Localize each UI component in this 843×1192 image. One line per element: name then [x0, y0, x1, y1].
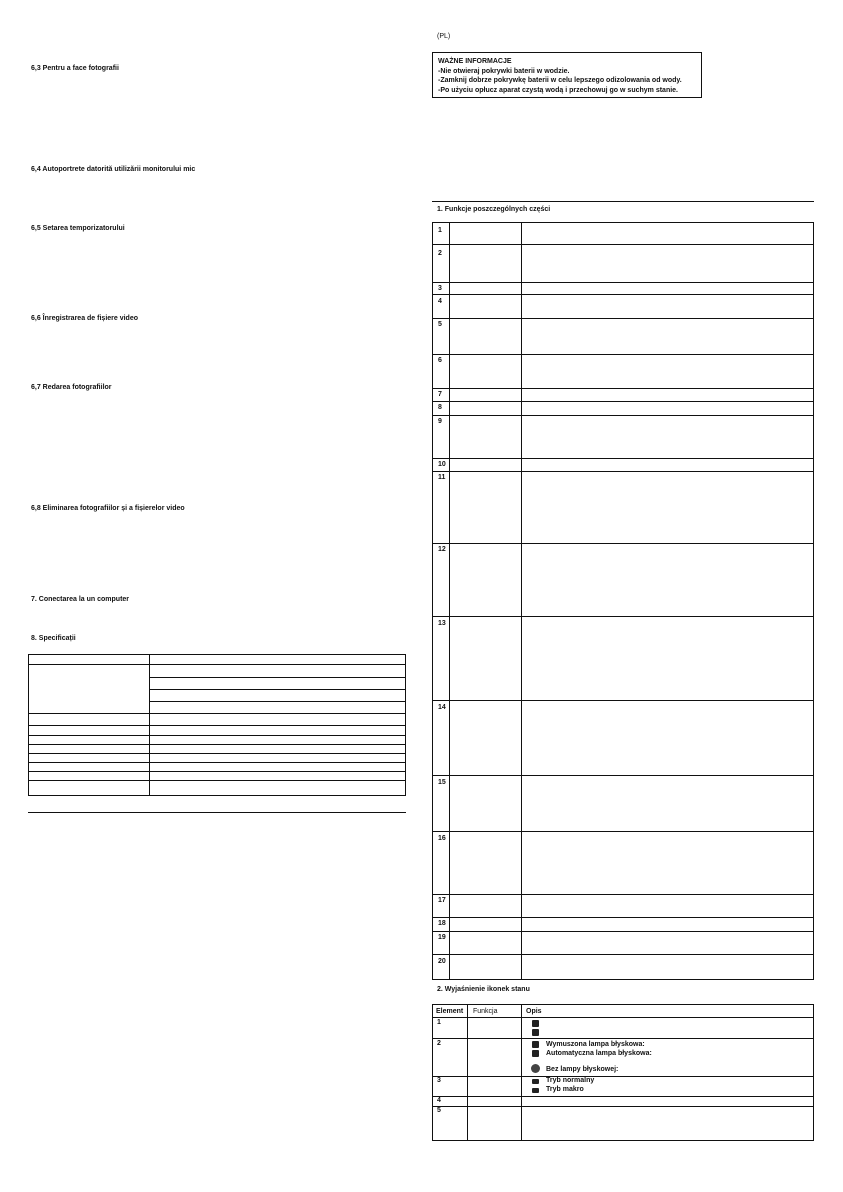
part-number: 7: [438, 391, 442, 398]
parts-row-line: [433, 318, 813, 319]
spec-row-line: [29, 771, 405, 772]
status-icons-table: [432, 1004, 814, 1141]
part-number: 12: [438, 546, 446, 553]
parts-row-line: [433, 401, 813, 402]
flash-auto-label: Automatyczna lampa błyskowa:: [546, 1050, 652, 1057]
status-row-number: 5: [437, 1107, 441, 1114]
parts-row-line: [433, 282, 813, 283]
part-number: 13: [438, 620, 446, 627]
parts-row-line: [433, 775, 813, 776]
flash-forced-icon: [532, 1041, 539, 1048]
parts-column-divider: [449, 223, 450, 979]
parts-row-line: [433, 294, 813, 295]
status-row-line: [433, 1106, 813, 1107]
heading-6-7: 6,7 Redarea fotografiilor: [31, 384, 112, 391]
section-2-heading: 2. Wyjaśnienie ikonek stanu: [437, 986, 530, 993]
important-information-box: [432, 52, 702, 98]
parts-row-line: [433, 954, 813, 955]
part-number: 3: [438, 285, 442, 292]
status-row-line: [433, 1076, 813, 1077]
status-row-line: [433, 1017, 813, 1018]
spec-row-line: [29, 713, 405, 714]
part-number: 19: [438, 934, 446, 941]
section-1-heading: 1. Funkcje poszczególnych części: [437, 206, 551, 213]
left-bottom-rule: [28, 812, 406, 813]
normal-mode-icon: [532, 1079, 539, 1084]
spec-subrow-line: [149, 677, 405, 678]
parts-row-line: [433, 543, 813, 544]
part-number: 4: [438, 298, 442, 305]
heading-7: 7. Conectarea la un computer: [31, 596, 130, 603]
heading-6-3: 6,3 Pentru a face fotografii: [31, 65, 119, 72]
heading-8: 8. Specificații: [31, 635, 76, 642]
part-number: 9: [438, 418, 442, 425]
part-number: 16: [438, 835, 446, 842]
part-number: 11: [438, 474, 446, 481]
status-row-number: 2: [437, 1040, 441, 1047]
heading-6-6: 6,6 Înregistrarea de fișiere video: [31, 315, 138, 322]
parts-row-line: [433, 415, 813, 416]
spec-subrow-line: [149, 701, 405, 702]
macro-mode-label: Tryb makro: [546, 1086, 584, 1093]
spec-row-line: [29, 762, 405, 763]
spec-subrow-line: [149, 689, 405, 690]
specifications-table: [28, 654, 406, 796]
parts-row-line: [433, 917, 813, 918]
heading-6-5: 6,5 Setarea temporizatorului: [31, 225, 125, 232]
parts-table: [432, 222, 814, 980]
spec-row-line: [29, 780, 405, 781]
section-rule: [432, 201, 814, 202]
parts-row-line: [433, 831, 813, 832]
parts-column-divider: [521, 223, 522, 979]
macro-mode-icon: [532, 1088, 539, 1093]
status-row-number: 4: [437, 1097, 441, 1104]
language-label: (PL): [437, 33, 451, 40]
camera-mode-icon: [532, 1020, 539, 1027]
part-number: 15: [438, 779, 446, 786]
column-header-description: Opis: [526, 1008, 542, 1015]
flash-forced-label: Wymuszona lampa błyskowa:: [546, 1041, 645, 1048]
spec-row-line: [29, 753, 405, 754]
flash-off-label: Bez lampy błyskowej:: [546, 1066, 619, 1073]
flash-auto-icon: [532, 1050, 539, 1057]
column-header-function: Funkcja: [473, 1008, 498, 1015]
part-number: 17: [438, 897, 446, 904]
part-number: 10: [438, 461, 446, 468]
part-number: 5: [438, 321, 442, 328]
parts-row-line: [433, 388, 813, 389]
parts-row-line: [433, 458, 813, 459]
parts-row-line: [433, 931, 813, 932]
spec-row-line: [29, 664, 405, 665]
status-row-number: 1: [437, 1019, 441, 1026]
part-number: 1: [438, 227, 442, 234]
warning-line: -Nie otwieraj pokrywki baterii w wodzie.: [438, 67, 570, 75]
part-number: 6: [438, 357, 442, 364]
part-number: 18: [438, 920, 446, 927]
parts-row-line: [433, 354, 813, 355]
part-number: 8: [438, 404, 442, 411]
spec-row-line: [29, 735, 405, 736]
heading-6-8: 6,8 Eliminarea fotografiilor și a fișierelor video: [31, 505, 185, 512]
status-column-divider: [521, 1005, 522, 1140]
warning-title: WAŻNE INFORMACJE: [438, 58, 512, 65]
normal-mode-label: Tryb normalny: [546, 1077, 595, 1084]
parts-row-line: [433, 700, 813, 701]
heading-6-4: 6,4 Autoportrete datorită utilizării monitorului mic: [31, 166, 196, 173]
flash-off-icon: [531, 1064, 540, 1073]
part-number: 2: [438, 250, 442, 257]
status-column-divider: [467, 1005, 468, 1140]
status-row-line: [433, 1096, 813, 1097]
parts-row-line: [433, 471, 813, 472]
column-header-element: Element: [436, 1008, 464, 1015]
part-number: 14: [438, 704, 446, 711]
warning-line: -Zamknij dobrze pokrywkę baterii w celu lepszego odizolowania od wody.: [438, 77, 682, 85]
spec-row-line: [29, 744, 405, 745]
video-mode-icon: [532, 1029, 539, 1036]
parts-row-line: [433, 244, 813, 245]
parts-row-line: [433, 894, 813, 895]
status-row-line: [433, 1038, 813, 1039]
warning-line: -Po użyciu opłucz aparat czystą wodą i przechowuj go w suchym stanie.: [438, 86, 678, 94]
parts-row-line: [433, 616, 813, 617]
spec-row-line: [29, 725, 405, 726]
part-number: 20: [438, 958, 446, 965]
status-row-number: 3: [437, 1077, 441, 1084]
